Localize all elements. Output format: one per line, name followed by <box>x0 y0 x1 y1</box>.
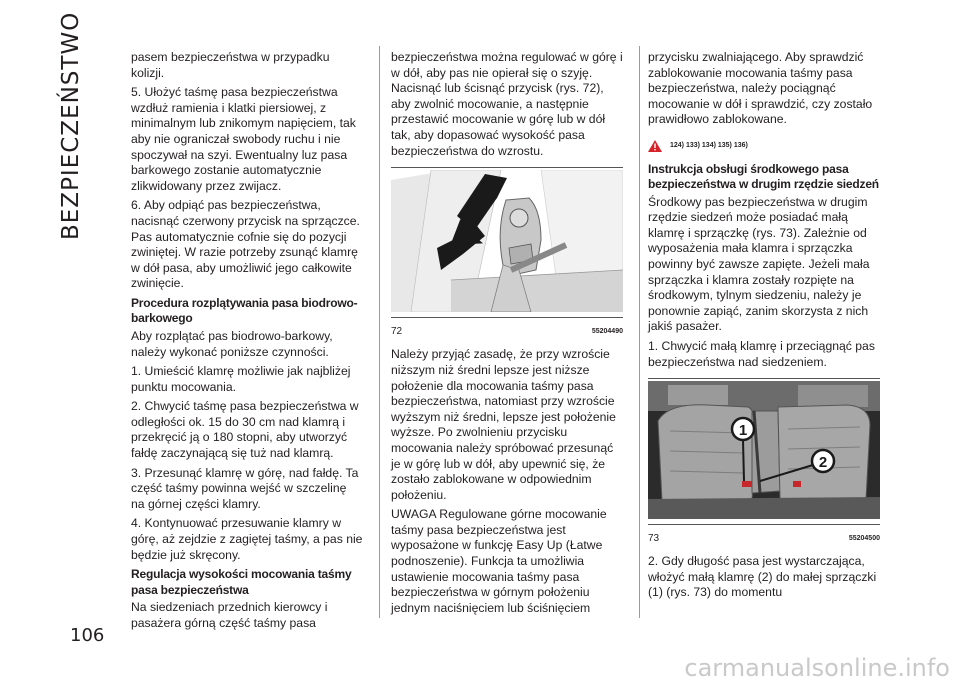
paragraph: przycisku zwalniającego. Aby sprawdzić zablokowanie mocowania taśmy pasa bezpieczeństwa, należy pociągnąć mocowanie w dół i sprawdzić, czy zostało prawidłowo zablokowane. <box>648 50 873 127</box>
warning-triangle-icon <box>648 140 662 152</box>
figure-number: 73 <box>648 532 660 544</box>
paragraph: Na siedzeniach przednich kierowcy i pasażera górną część taśmy pasa <box>131 600 328 630</box>
section-heading: Regulacja wysokości mocowania taśmy pasa bezpieczeństwa <box>131 567 352 597</box>
section-title: BEZPIECZEŃSTWO <box>58 11 84 240</box>
page-number: 106 <box>70 625 105 646</box>
paragraph: Aby rozplątać pas biodrowo-barkowy, należy wykonać poniższe czynności. <box>131 328 333 359</box>
paragraph: 4. Kontynuować przesuwanie klamry w górę, aż zejdzie z zagiętej taśmy, a pas nie będzie już skręcony. <box>131 516 363 562</box>
seatbelt-anchor-illustration <box>391 170 623 312</box>
column-divider <box>379 46 380 618</box>
figure-bottom-rule <box>648 524 880 525</box>
watermark: carmanualsonline.info <box>684 654 950 682</box>
paragraph: pasem bezpieczeństwa w przypadku kolizji. <box>131 50 330 80</box>
figure-caption <box>391 324 623 340</box>
figure-bottom-rule <box>391 317 623 318</box>
paragraph: 2. Chwycić taśmę pasa bezpieczeństwa w odległości ok. 15 do 30 cm nad klamrą i przekręcić ją o 180 stopni, aby utworzyć fałdę zaczynającą się tuż nad klamrą. <box>131 399 359 461</box>
rear-seat-photo <box>648 381 880 519</box>
section-heading: Procedura rozplątywania pasa biodrowo-barkowego <box>131 295 358 326</box>
figure-code: 55204490 <box>591 327 623 335</box>
callout-1: 1 <box>738 422 748 440</box>
paragraph: 2. Gdy długość pasa jest wystarczająca, włożyć małą klamrę (2) do małej sprzączki (1) (rys. 73) do momentu <box>648 554 877 600</box>
figure-73 <box>648 378 880 525</box>
paragraph: 1. Chwycić małą klamrę i przeciągnąć pas bezpieczeństwa nad siedzeniem. <box>648 338 875 369</box>
section-heading: Instrukcja obsługi środkowego pasa bezpieczeństwa w drugim rzędzie siedzeń <box>648 161 879 192</box>
figure-caption <box>648 531 880 547</box>
paragraph: UWAGA Regulowane górne mocowanie taśmy pasa bezpieczeństwa jest wyposażone w funkcję Easy Up (Łatwe podnoszenie). Funkcja ta umożliwia ustawienie mocowania taśmy pasa bezpieczeństwa w górnym położeniu jednym naciśnięciem lub ściśnięciem <box>391 507 607 615</box>
figure-number: 72 <box>391 325 403 337</box>
column-2 <box>391 50 623 620</box>
paragraph: Środkowy pas bezpieczeństwa w drugim rzędzie siedzeń może posiadać małą klamrę i sprzączkę (rys. 73). Zależnie od wyposażenia mała klamra i sprzączka powinny być zawsze zapięte. Jeżeli mała sprzączka i klamra zostały rozpięte na środkowym, tylnym siedzeniu, należy je ponownie zapiąć, zanim skorzysta z nich jakiś pasażer. <box>648 194 870 334</box>
paragraph: bezpieczeństwa można regulować w górę i w dół, aby pas nie opierał się o szyję. Nacisnąć lub ścisnąć przycisk (rys. 72), aby zwolnić mocowanie, a następnie przestawić mocowanie w górę lub w dół tak, aby dopasować wysokość pasa bezpieczeństwa do wzrostu. <box>391 50 623 158</box>
figure-code: 55204500 <box>848 534 880 542</box>
column-1 <box>131 50 363 635</box>
figure-top-rule <box>648 378 880 379</box>
paragraph: 1. Umieścić klamrę możliwie jak najbliżej punktu mocowania. <box>131 364 351 394</box>
paragraph: 6. Aby odpiąć pas bezpieczeństwa, nacisnąć czerwony przycisk na sprzączce. Pas automatycznie cofnie się do pozycji zwiniętej. W razie potrzeby zsunąć klamrę w dół pasa, aby umożliwić jego całkowite zwinięcie. <box>131 198 360 291</box>
callout-2: 2 <box>818 454 828 472</box>
figure-72 <box>391 167 623 318</box>
paragraph: Należy przyjąć zasadę, że przy wzroście niższym niż średni lepsze jest niższe położenie dla mocowania taśmy pasa bezpieczeństwa, natomiast przy wzroście wyższym niż średni, lepsze jest położenie wyższe. Po zwolnieniu przycisku mocowania należy spróbować przesunąć je w górę lub w dół, aby upewnić się, że zostało zablokowane w odpowiednim położeniu. <box>391 347 616 502</box>
warning-reference-list: 124) 133) 134) 135) 136) <box>670 141 748 149</box>
paragraph: 3. Przesunąć klamrę w górę, nad fałdę. Ta część taśmy powinna wejść w szczelinę na górnej części klamry. <box>131 465 359 511</box>
figure-top-rule <box>391 167 623 168</box>
paragraph: 5. Ułożyć taśmę pasa bezpieczeństwa wzdłuż ramienia i klatki piersiowej, z minimalnym lub znikomym napięciem, tak aby nie ograniczał swobody ruchu i nie spoczywał na szyi. Ewentualny luz pasa barkowego zostanie automatycznie zlikwidowany przez zwijacz. <box>131 85 356 193</box>
column-divider <box>639 46 640 618</box>
column-3 <box>648 50 880 605</box>
warning-references <box>648 138 880 154</box>
